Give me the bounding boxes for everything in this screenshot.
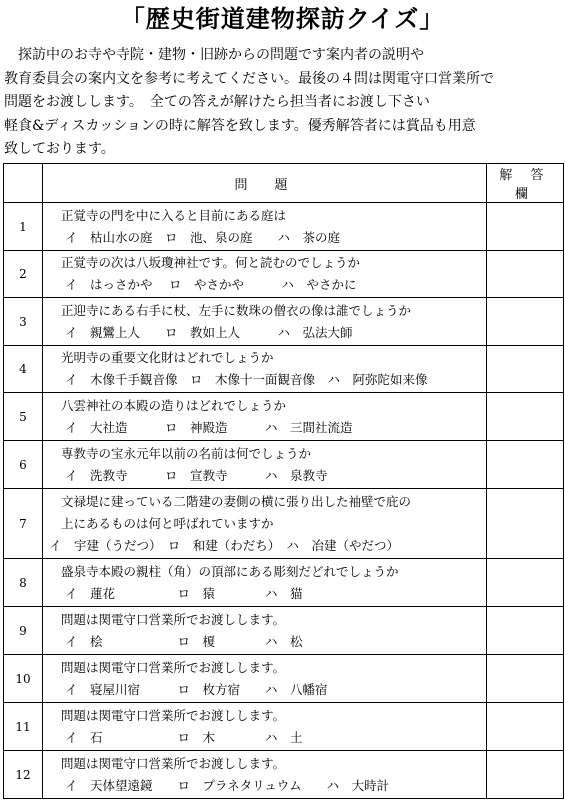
question-cell: [43, 655, 487, 703]
question-cell: [43, 346, 487, 393]
answer-field[interactable]: [487, 393, 564, 441]
intro-line: 軽食&ディスカッションの時に解答を致します。優秀解答者には賞品も用意: [4, 117, 476, 134]
answer-options: イ 大社造 ロ 神殿造 ハ 三間社流造: [65, 419, 353, 435]
answer-field[interactable]: [487, 441, 564, 489]
answer-options: イ 寝屋川宿 ロ 枚方宿 ハ 八幡宿: [65, 681, 328, 697]
question-number: 3: [4, 298, 43, 346]
quiz-table: [3, 163, 564, 799]
question-number: 1: [4, 203, 43, 251]
question-text-continued: 上にあるものは何と呼ばれていますか: [61, 515, 274, 531]
answer-options: イ 親鸞上人 ロ 教如上人 ハ 弘法大師: [65, 324, 353, 340]
question-text: 文禄堤に建っている二階建の妻側の横に張り出した袖壁で庇の: [61, 493, 412, 509]
question-number: 10: [4, 655, 43, 703]
question-cell: [43, 703, 487, 751]
question-number: 11: [4, 703, 43, 751]
answer-options: イ 枯山水の庭 ロ 池、泉の庭 ハ 茶の庭: [65, 229, 341, 245]
question-cell: [43, 489, 487, 559]
table-row: [4, 607, 564, 655]
answer-options: イ はっさかや ロ やさかや ハ やさかに: [65, 277, 357, 292]
question-cell: [43, 441, 487, 489]
answer-options: イ 蓮花 ロ 猿 ハ 猫: [65, 585, 303, 601]
question-number: 8: [4, 559, 43, 607]
question-text: 八雲神社の本殿の造りはどれでしょうか: [61, 397, 287, 413]
header-number-column: [4, 164, 43, 203]
answer-options: イ 洗教寺 ロ 宣教寺 ハ 泉教寺: [65, 467, 328, 483]
answer-options: イ 宇建（うだつ） ロ 和建（わだち） ハ 冶建（やだつ）: [49, 537, 400, 553]
answer-options: イ 石 ロ 木 ハ 土: [65, 729, 303, 745]
intro-line: 致しております。: [4, 141, 115, 157]
question-cell: [43, 559, 487, 607]
answer-field[interactable]: [487, 607, 564, 655]
question-text: 正覚寺の門を中に入ると目前にある庭は: [61, 207, 287, 223]
table-row: [4, 203, 564, 251]
table-row: [4, 441, 564, 489]
question-text: 専教寺の宝永元年以前の名前は何でしょうか: [61, 445, 312, 461]
question-number: 6: [4, 441, 43, 489]
table-row: [4, 655, 564, 703]
answer-field[interactable]: [487, 346, 564, 393]
question-number: 4: [4, 346, 43, 393]
table-row: [4, 298, 564, 346]
header-answer: 解 答 欄: [487, 164, 564, 203]
question-text: 問題は関電守口営業所でお渡しします。: [61, 611, 286, 627]
question-number: 2: [4, 251, 43, 298]
question-text: 正迎寺にある右手に杖、左手に数珠の僧衣の像は誰でしょうか: [61, 302, 412, 318]
question-text: 盛泉寺本殿の親柱（角）の頂部にある彫刻だどれでしょうか: [61, 563, 399, 579]
question-text: 光明寺の重要文化財はどれでしょうか: [61, 350, 274, 365]
question-text: 問題は関電守口営業所でお渡しします。: [61, 755, 286, 771]
answer-field[interactable]: [487, 489, 564, 559]
answer-field[interactable]: [487, 251, 564, 298]
question-cell: [43, 251, 487, 298]
question-text: 問題は関電守口営業所でお渡しします。: [61, 707, 286, 723]
intro-paragraph: [4, 44, 564, 162]
question-cell: [43, 751, 487, 799]
table-row: [4, 559, 564, 607]
answer-field[interactable]: [487, 298, 564, 346]
question-number: 9: [4, 607, 43, 655]
table-row: [4, 393, 564, 441]
question-number: 5: [4, 393, 43, 441]
answer-field[interactable]: [487, 655, 564, 703]
question-number: 7: [4, 489, 43, 559]
answer-options: イ 木像千手観音像 ロ 木像十一面観音像 ハ 阿弥陀如来像: [65, 372, 428, 387]
table-header-row: [4, 164, 564, 203]
intro-line: 問題をお渡しします。 全ての答えが解けたら担当者にお渡し下さい: [4, 94, 430, 110]
question-cell: [43, 203, 487, 251]
question-text: 問題は関電守口営業所でお渡しします。: [61, 659, 286, 675]
answer-options: イ 桧 ロ 榎 ハ 松: [65, 633, 303, 649]
answer-options: イ 天体望遠鏡 ロ プラネタリュウム ハ 大時計: [65, 777, 390, 793]
page-title: 「歴史街道建物探訪クイズ」: [120, 5, 445, 33]
table-row: [4, 346, 564, 393]
table-row: [4, 703, 564, 751]
table-row: [4, 751, 564, 799]
question-number: 12: [4, 751, 43, 799]
intro-line: 探訪中のお寺や寺院・建物・旧跡からの問題です案内者の説明や: [4, 47, 424, 63]
answer-field[interactable]: [487, 703, 564, 751]
question-cell: [43, 298, 487, 346]
question-cell: [43, 393, 487, 441]
intro-line: 教育委員会の案内文を参考に考えてください。最後の４問は関電守口営業所で: [4, 70, 494, 87]
question-text: 正覚寺の次は八坂瓊神社です。何と読むのでしょうか: [61, 255, 361, 270]
answer-field[interactable]: [487, 203, 564, 251]
header-question: 問 題: [43, 164, 487, 203]
question-cell: [43, 607, 487, 655]
table-row: [4, 251, 564, 298]
table-row: [4, 489, 564, 559]
answer-field[interactable]: [487, 751, 564, 799]
answer-field[interactable]: [487, 559, 564, 607]
